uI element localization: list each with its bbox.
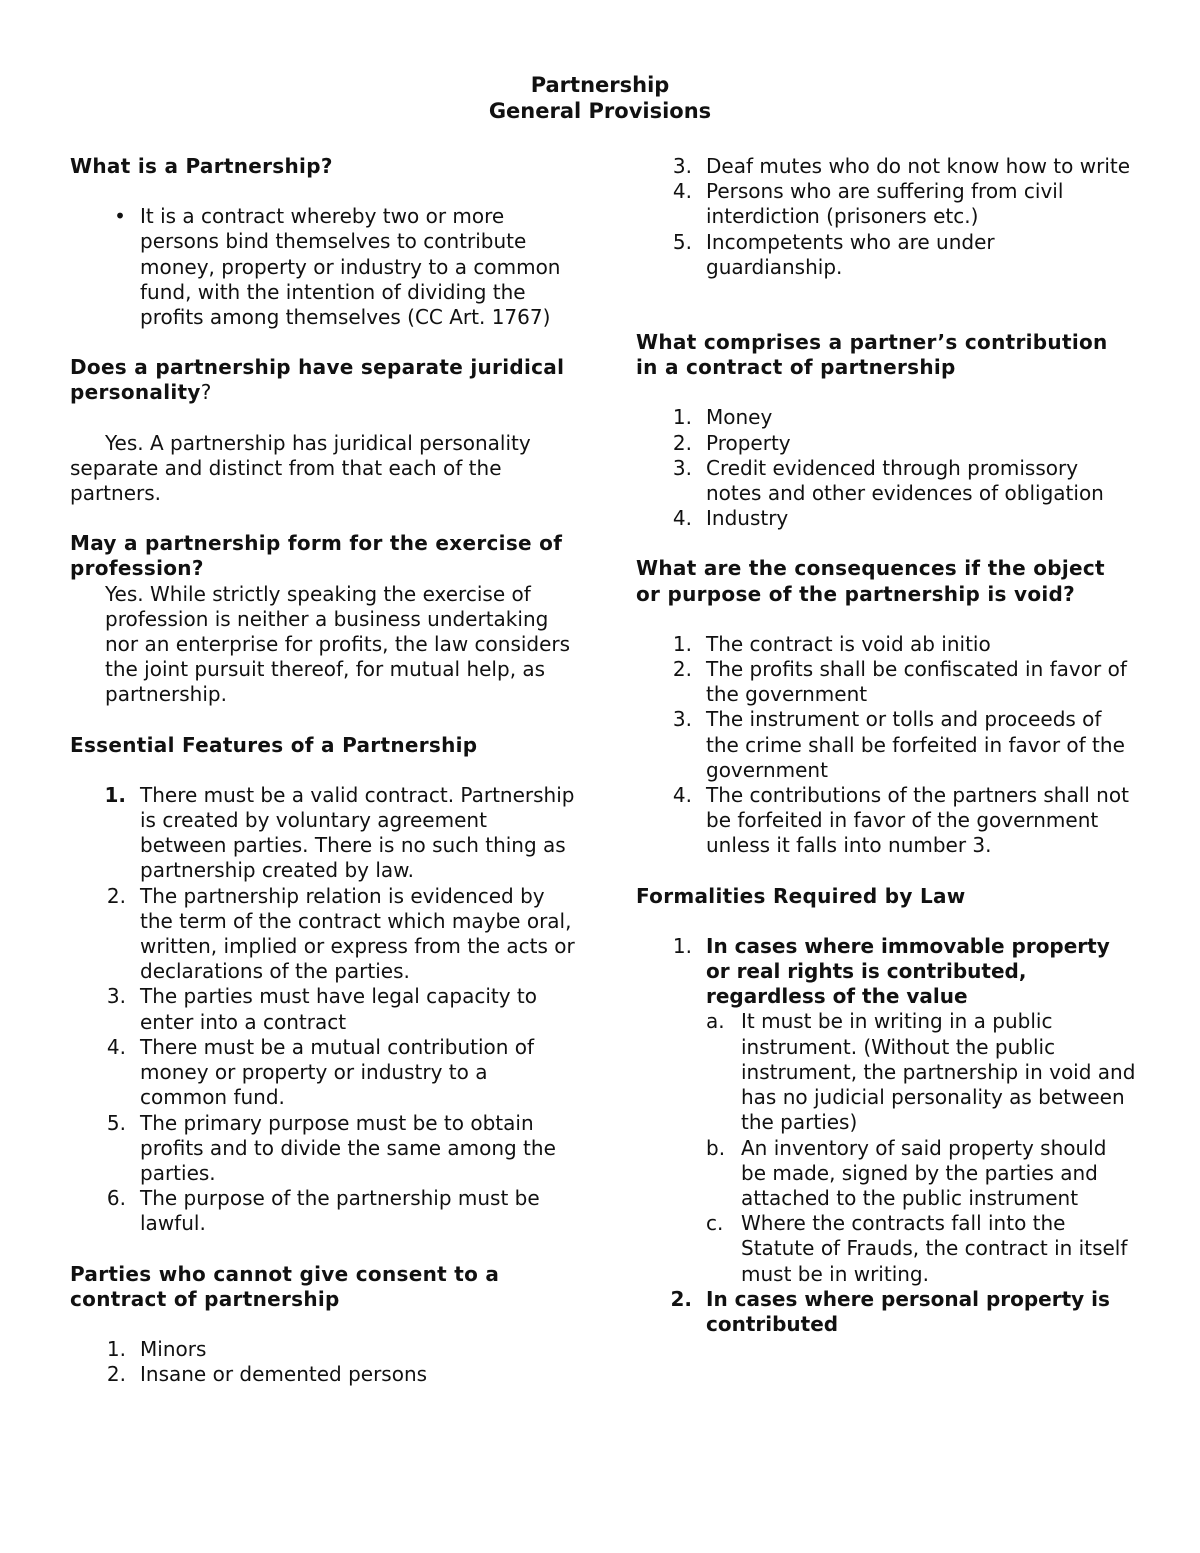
sub-list-letter: a.	[706, 1009, 725, 1034]
list-text: The profits shall be confiscated in favor of the government	[706, 657, 1127, 707]
list-text: The contributions of the partners shall not be forfeited in favor of the government unless it falls into number 3.	[706, 783, 1129, 858]
list-item	[70, 884, 575, 985]
heading-contribution: What comprises a partner’s contribution in a contract of partnership	[636, 330, 1108, 380]
list-item	[70, 1111, 575, 1187]
list-number: 5.	[106, 1110, 126, 1135]
list-item	[70, 1035, 575, 1111]
list-text: Incompetents who are under guardianship.	[706, 229, 995, 279]
sub-list-letter: b.	[706, 1135, 726, 1160]
list-item	[636, 632, 1136, 657]
list-number: 2.	[672, 430, 692, 455]
list-number: 1.	[672, 405, 692, 430]
list-text: Persons who are suffering from civil interdiction (prisoners etc.)	[706, 179, 1064, 229]
list-number: 4.	[106, 1034, 126, 1059]
list-number: 2.	[670, 1286, 692, 1311]
sub-list-item	[706, 1136, 1136, 1212]
heading-essential-features: Essential Features of a Partnership	[70, 732, 478, 757]
list-number: 4.	[672, 179, 692, 204]
heading-juridical-personality	[70, 355, 575, 405]
list-item	[70, 1362, 575, 1387]
list-item	[70, 783, 575, 884]
list-number: 3.	[672, 154, 692, 178]
list-item	[636, 934, 1136, 1287]
list-text: Credit evidenced through promissory notes and other evidences of obligation	[706, 455, 1104, 506]
list-text: The contract is void ab initio	[706, 631, 991, 656]
right-column	[636, 154, 1136, 1362]
list-text: Industry	[706, 506, 789, 531]
definition-list	[70, 204, 575, 330]
list-number: 4.	[672, 506, 692, 531]
heading-what-is-partnership: What is a Partnership?	[70, 154, 333, 178]
document-title	[0, 72, 1200, 124]
question-mark: ?	[200, 380, 212, 405]
list-text: Minors	[140, 1336, 207, 1361]
list-number: 2.	[106, 1362, 126, 1387]
list-item	[636, 506, 1136, 531]
sub-list-item	[706, 1211, 1136, 1287]
list-number: 3.	[672, 455, 692, 480]
list-number: 2.	[672, 657, 692, 682]
heading-profession: May a partnership form for the exercise of profession?	[70, 531, 563, 581]
list-text: There must be a valid contract. Partnership is created by voluntary agreement between parties. There is no such thing as partnership created by law.	[140, 782, 575, 883]
list-number: 5.	[672, 229, 692, 254]
sub-list-text: It must be in writing in a public instrument. (Without the public instrument, the partnership in void and has no judicial personality as between the parties)	[741, 1009, 1136, 1135]
contribution-list	[636, 405, 1136, 531]
title-line-2: General Provisions	[488, 99, 712, 123]
list-number: 4.	[672, 783, 692, 808]
list-item	[636, 783, 1136, 859]
list-text: Property	[706, 430, 791, 455]
sub-list-text: An inventory of said property should be made, signed by the parties and attached to the public instrument	[741, 1135, 1107, 1210]
list-text: The partnership relation is evidenced by the term of the contract which maybe oral, written, implied or express from the acts or declarations of the parties.	[140, 883, 575, 984]
sub-list-letter: c.	[706, 1211, 724, 1236]
list-text: In cases where immovable property or real rights is contributed, regardless of the value	[706, 933, 1110, 1009]
parties-list	[70, 1337, 575, 1387]
heading-parties-no-consent: Parties who cannot give consent to a contract of partnership	[70, 1261, 500, 1311]
list-number: 3.	[106, 984, 126, 1009]
list-item	[70, 1186, 575, 1236]
definition-text: It is a contract whereby two or more persons bind themselves to contribute money, property or industry to a common fund, with the intention of dividing the profits among themselves (CC Art. 1767)	[140, 204, 561, 330]
list-text: The primary purpose must be to obtain profits and to divide the same among the parties.	[140, 1110, 556, 1185]
list-number: 3.	[672, 707, 692, 732]
sub-list	[706, 1009, 1136, 1286]
list-number: 2.	[106, 883, 126, 908]
answer-profession: Yes. While strictly speaking the exercise of profession is neither a business undertaking nor an enterprise for profits, the law considers the joint pursuit thereof, for mutual help, as partnership.	[105, 581, 571, 707]
list-item	[636, 1287, 1136, 1337]
list-number: 1.	[104, 782, 126, 807]
list-item	[636, 154, 1136, 179]
heading-formalities: Formalities Required by Law	[636, 883, 966, 908]
list-text: Insane or demented persons	[140, 1362, 428, 1387]
list-text: In cases where personal property is contributed	[706, 1286, 1110, 1336]
list-item	[70, 204, 575, 330]
list-item	[636, 431, 1136, 456]
list-item	[636, 230, 1136, 280]
title-line-1: Partnership	[530, 73, 670, 97]
sub-list-text: Where the contracts fall into the Statute of Frauds, the contract in itself must be in writing.	[741, 1211, 1128, 1286]
list-item	[70, 1337, 575, 1362]
answer-juridical: Yes. A partnership has juridical personality separate and distinct from that each of the partners.	[70, 430, 531, 506]
consequences-list	[636, 632, 1136, 859]
features-list	[70, 783, 575, 1237]
list-text: Money	[706, 405, 773, 430]
list-text: Deaf mutes who do not know how to write	[706, 154, 1131, 178]
list-item	[636, 657, 1136, 707]
list-number: 6.	[106, 1186, 126, 1211]
list-item	[636, 405, 1136, 430]
list-item	[636, 707, 1136, 783]
list-text: The instrument or tolls and proceeds of the crime shall be forfeited in favor of the government	[706, 707, 1125, 782]
list-text: There must be a mutual contribution of money or property or industry to a common fund.	[140, 1034, 535, 1110]
list-item	[636, 456, 1136, 506]
list-text: The purpose of the partnership must be lawful.	[140, 1186, 540, 1236]
parties-continued-list	[636, 154, 1136, 280]
left-column	[70, 154, 575, 1412]
heading-juridical-text: Does a partnership have separate juridical personality	[70, 355, 565, 405]
sub-list-item	[706, 1009, 1136, 1135]
list-number: 1.	[106, 1336, 126, 1361]
heading-consequences: What are the consequences if the object or purpose of the partnership is void?	[636, 556, 1105, 606]
list-number: 1.	[672, 631, 692, 656]
list-number: 1.	[672, 933, 692, 958]
list-text: The parties must have legal capacity to enter into a contract	[140, 984, 538, 1034]
bullet-icon: •	[114, 204, 126, 229]
list-item	[70, 984, 575, 1034]
list-item	[636, 179, 1136, 229]
formalities-list	[636, 934, 1136, 1337]
